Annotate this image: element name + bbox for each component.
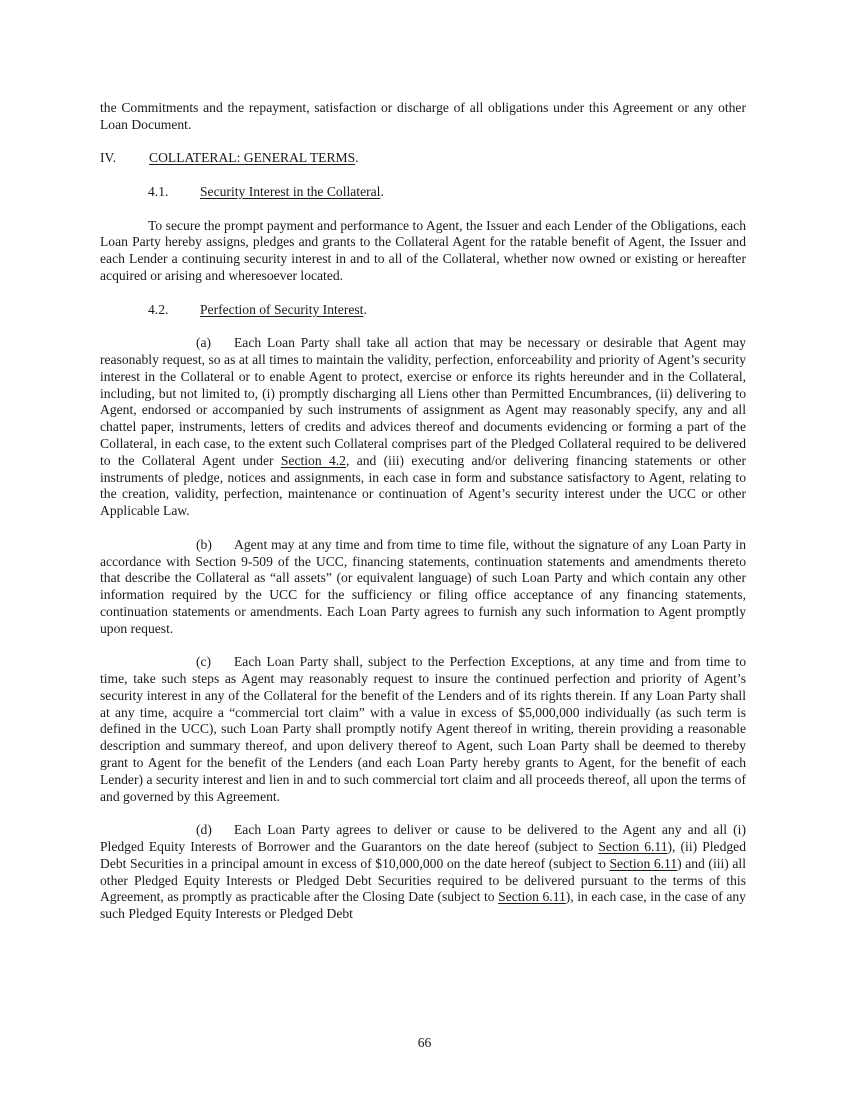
section-4-2-suffix: . xyxy=(363,301,367,317)
paragraph-d-label: (d) xyxy=(196,822,212,838)
cross-reference-section-4-2: Section 4.2 xyxy=(280,452,346,468)
document-page xyxy=(100,100,746,940)
section-4-2-heading xyxy=(100,302,746,319)
article-title: COLLATERAL: GENERAL TERMS xyxy=(149,150,356,166)
paragraph-b-label: (b) xyxy=(196,536,212,552)
cross-reference-section-6-11-third: Section 6.11 xyxy=(498,889,566,905)
cross-reference-section-6-11-first: Section 6.11 xyxy=(598,839,668,855)
section-4-1-suffix: . xyxy=(380,183,384,199)
article-number: IV. xyxy=(100,150,116,166)
paragraph-d-text-1: Each Loan Party agrees to deliver or cause to be delivered to the Agent any and all (i) Pledged Equity Interests of Borrower and the Guarantors on the date hereof (subject to xyxy=(100,822,746,855)
article-suffix: . xyxy=(355,150,359,166)
section-4-1-number: 4.1. xyxy=(148,183,169,199)
cross-reference-section-6-11-second: Section 6.11 xyxy=(609,855,678,871)
section-4-1-title: Security Interest in the Collateral xyxy=(200,183,381,199)
paragraph-c-label: (c) xyxy=(196,654,212,670)
paragraph-a-text-2: , and (iii) executing and/or delivering financing statements or other instruments of pledge, notices and assignments, in each case in form and substance satisfactory to Agent, relating to the creation, validity, perfection, maintenance or continuation of Agent’s security interest under the UCC or other Applicable Law. xyxy=(100,452,746,519)
paragraph-b xyxy=(100,537,746,638)
article-heading xyxy=(100,150,746,167)
paragraph-d xyxy=(100,822,746,923)
paragraph-c-text: Each Loan Party shall, subject to the Perfection Exceptions, at any time and from time to time, take such steps as Agent may reasonably request to insure the continued perfection and priority of Agent’s security interest in any of the Collateral for the benefit of the Lenders and of its rights therein. If any Loan Party shall at any time, acquire a “commercial tort claim” with a value in excess of $5,000,000 individually (as such term is defined in the UCC), such Loan Party shall promptly notify Agent thereof in writing, therein providing a reasonable description and summary thereof, and upon delivery thereof to Agent, such Loan Party shall be deemed to thereby grant to Agent for the benefit of the Lenders (and each Loan Party hereby grants to Agent, for the benefit of each Lender) a security interest and lien in and to such commercial tort claim and all proceeds thereof, all upon the terms of and governed by this Agreement. xyxy=(100,654,746,804)
paragraph-c xyxy=(100,654,746,805)
paragraph-b-text: Agent may at any time and from time to time file, without the signature of any Loan Party in accordance with Section 9-509 of the UCC, financing statements, continuation statements and amendments thereto that describe the Collateral as “all assets” (or equivalent language) of such Loan Party and which contain any other information required by the UCC for the sufficiency or filing office acceptance of any financing statements, continuation statements or amendments. Each Loan Party agrees to furnish any such information to Agent promptly upon request. xyxy=(100,536,746,636)
paragraph-d-text-3: ) and (iii) all other Pledged Equity Interests or Pledged Debt Securities required to be delivered pursuant to the terms of this Agreement, as promptly as practicable after the Closing Date (subject to xyxy=(100,855,746,905)
paragraph-a-text-1: Each Loan Party shall take all action that may be necessary or desirable that Agent may reasonably request, so as at all times to maintain the validity, perfection, enforceability and priority of Agent’s security interest in the Collateral or to enable Agent to protect, exercise or enforce its rights hereunder and in the Collateral, including, but not limited to, (i) promptly discharging all Liens other than Permitted Encumbrances, (ii) delivering to Agent, endorsed or accompanied by such instruments of assignment as Agent may reasonably specify, any and all chattel paper, instruments, letters of credits and advices thereof and documents evidencing or forming a part of the Collateral, in each case, to the extent such Collateral comprises part of the Pledged Collateral required to be delivered to the Collateral Agent under xyxy=(100,335,746,468)
section-4-1-heading xyxy=(100,184,746,201)
page-number: 66 xyxy=(417,1035,432,1050)
opening-paragraph: the Commitments and the repayment, satisfaction or discharge of all obligations under this Agreement or any other Loan Document. xyxy=(100,100,746,132)
paragraph-d-text-2: ), (ii) Pledged Debt Securities in a principal amount in excess of $10,000,000 on the date hereof (subject to xyxy=(100,839,746,871)
section-4-2-number: 4.2. xyxy=(148,301,169,317)
paragraph-a xyxy=(100,335,746,520)
section-4-2-title: Perfection of Security Interest xyxy=(200,301,364,317)
section-4-1-body: To secure the prompt payment and performance to Agent, the Issuer and each Lender of the Obligations, each Loan Party hereby assigns, pledges and grants to the Collateral Agent for the ratable benefit of Agent, the Issuer and each Lender a continuing security interest in and to all of the Collateral, whether now owned or existing or hereafter acquired or arising and wheresoever located. xyxy=(100,217,746,283)
paragraph-a-label: (a) xyxy=(196,335,212,351)
paragraph-d-text-4: ), in each case, in the case of any such Pledged Equity Interests or Pledged Debt xyxy=(100,889,746,922)
